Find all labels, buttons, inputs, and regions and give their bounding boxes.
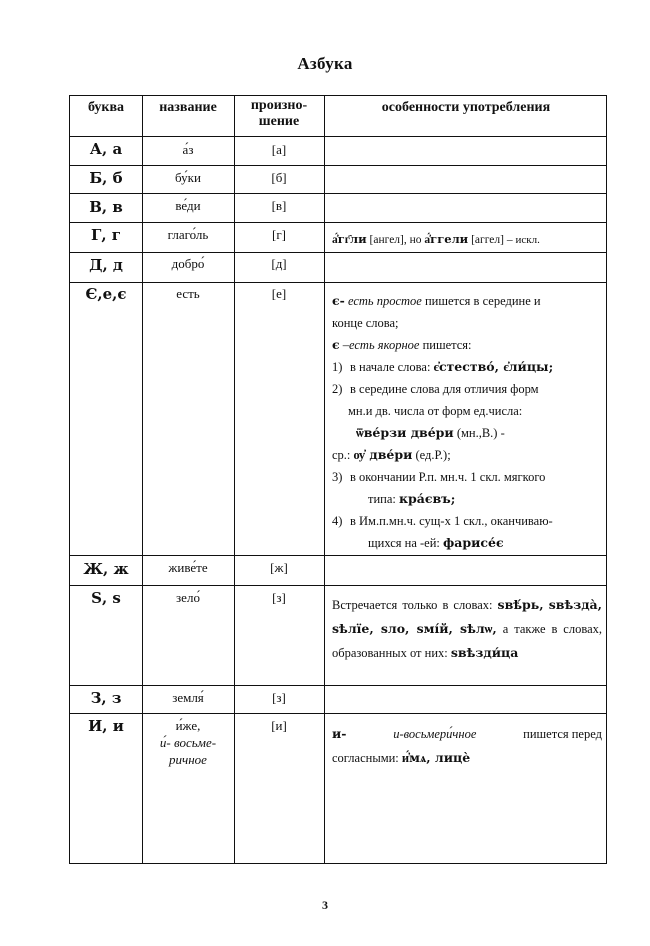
pron-i: [и] [271,718,287,733]
item-number: 2) [332,382,343,396]
letter-d: Д, д [89,256,123,274]
letter-dz: Ѕ, ѕ [91,589,121,607]
usage-text: типа: [368,492,396,506]
usage-dz [324,593,608,665]
name-d: добро́ [171,256,205,271]
letter-i: И, и [88,717,124,735]
usage-g [324,230,608,249]
pron-a: [а] [271,142,287,157]
usage-text: а [502,622,509,636]
name-i-line2: и́- восьме- [159,735,217,750]
cs-word: ѹ҆ две́ри [353,447,413,462]
usage-item-4 [332,510,602,532]
usage-text: согласными: [332,751,399,765]
cs-word: фарисе́є [443,535,504,550]
usage-text: в начале слова: [350,360,431,374]
usage-text: (мн.,В.) - [456,426,505,440]
pron-z: [з] [272,690,286,705]
usage-item-2 [332,378,602,400]
usage-text: пишется в середине и [424,294,541,308]
cs-word: кра́євъ; [399,491,456,506]
pron-e: [е] [271,286,287,301]
cs-word: а҆́ггели [424,232,469,246]
cs-word: ѿве́рзи две́ри [356,425,454,440]
letter-e: Є,е,є [85,285,127,303]
item-number: 1) [332,360,343,374]
header-pronunciation [234,98,324,130]
cs-symbol: є [332,337,340,352]
name-g: глаго́ль [167,227,209,242]
usage-text: [аггел] – [471,234,513,246]
usage-text: в середине слова для отличия форм [350,382,539,396]
usage-i [324,722,608,770]
letter-g: Г, г [91,226,121,244]
pron-d: [д] [271,256,287,271]
cs-word: ѕвѣзди́ца [450,645,519,660]
usage-text: конце слова; [332,316,399,330]
item-number: 3) [332,470,343,484]
usage-italic: и-восьмери́чное [393,727,477,741]
usage-text: пишется: [422,338,472,352]
usage-text: ср.: [332,448,351,462]
name-i-line1: и́же, [175,718,201,733]
name-zh: живе́те [168,560,208,575]
header-pronunciation-line2: шение [258,114,300,129]
letter-v: В, в [89,198,123,216]
cs-symbol: є- [332,293,345,308]
usage-e [324,290,608,554]
usage-text: в Им.п.мн.ч. сущ-х 1 скл., оканчиваю- [350,514,553,528]
pron-v: [в] [271,198,287,213]
header-letter: буква [87,100,125,115]
usage-text: -ей: [420,536,440,550]
page-number: 3 [322,898,328,912]
cs-word: и҆́мѧ, лицѐ [401,750,471,765]
letter-zh: Ж, ж [83,560,129,578]
name-i [142,717,234,768]
pron-g: [г] [272,227,286,242]
cs-word: а҆́гг҄ли [332,232,367,246]
letter-b: Б, б [89,169,123,187]
header-usage: особенности употребления [381,100,551,115]
cs-word: ѕвѣ́рь, [497,597,544,612]
name-dz: зело́ [176,590,200,605]
name-e: есть [176,286,200,301]
alphabet-table [69,95,607,864]
page-title: Азбука [297,54,353,73]
letter-z: З, з [90,689,122,707]
cs-symbol: и- [332,726,347,741]
usage-italic: –есть якорное [342,338,420,352]
name-b: бу́ки [175,170,201,185]
pron-b: [б] [271,170,287,185]
usage-item-3 [332,466,602,488]
usage-text: пишется перед [523,727,602,741]
usage-text: в окончании Р.п. мн.ч. 1 скл. мягкого [350,470,546,484]
usage-text: [ангел], но [369,234,422,246]
usage-item-1 [332,356,602,378]
usage-text: Встречается только в словах: [332,598,493,612]
usage-text: мн.и дв. числа от форм ед.числа: [348,404,523,418]
header-pronunciation-line1: произно- [250,98,308,113]
header-name: название [159,100,217,115]
item-number: 4) [332,514,343,528]
usage-text: искл. [515,234,540,246]
letter-a: А, а [89,140,123,158]
name-z: земля́ [172,690,204,705]
usage-text: (ед.Р.); [415,448,451,462]
name-a: а́з [182,142,194,157]
usage-text: также в словах, образованных от них: [332,622,602,660]
pron-dz: [з] [272,590,286,605]
cs-word: ѕвѣзда̀, ѕѣлїе, ѕло, ѕмі́й, ѕѣлѡ, [332,597,602,636]
pron-zh: [ж] [270,560,288,575]
cs-word: є҆стество́, є҆ли́цы; [433,359,554,374]
usage-italic: есть простое [347,294,422,308]
name-i-line3: ричное [169,752,207,767]
usage-text: щихся на [368,536,417,550]
name-v: ве́ди [175,198,201,213]
